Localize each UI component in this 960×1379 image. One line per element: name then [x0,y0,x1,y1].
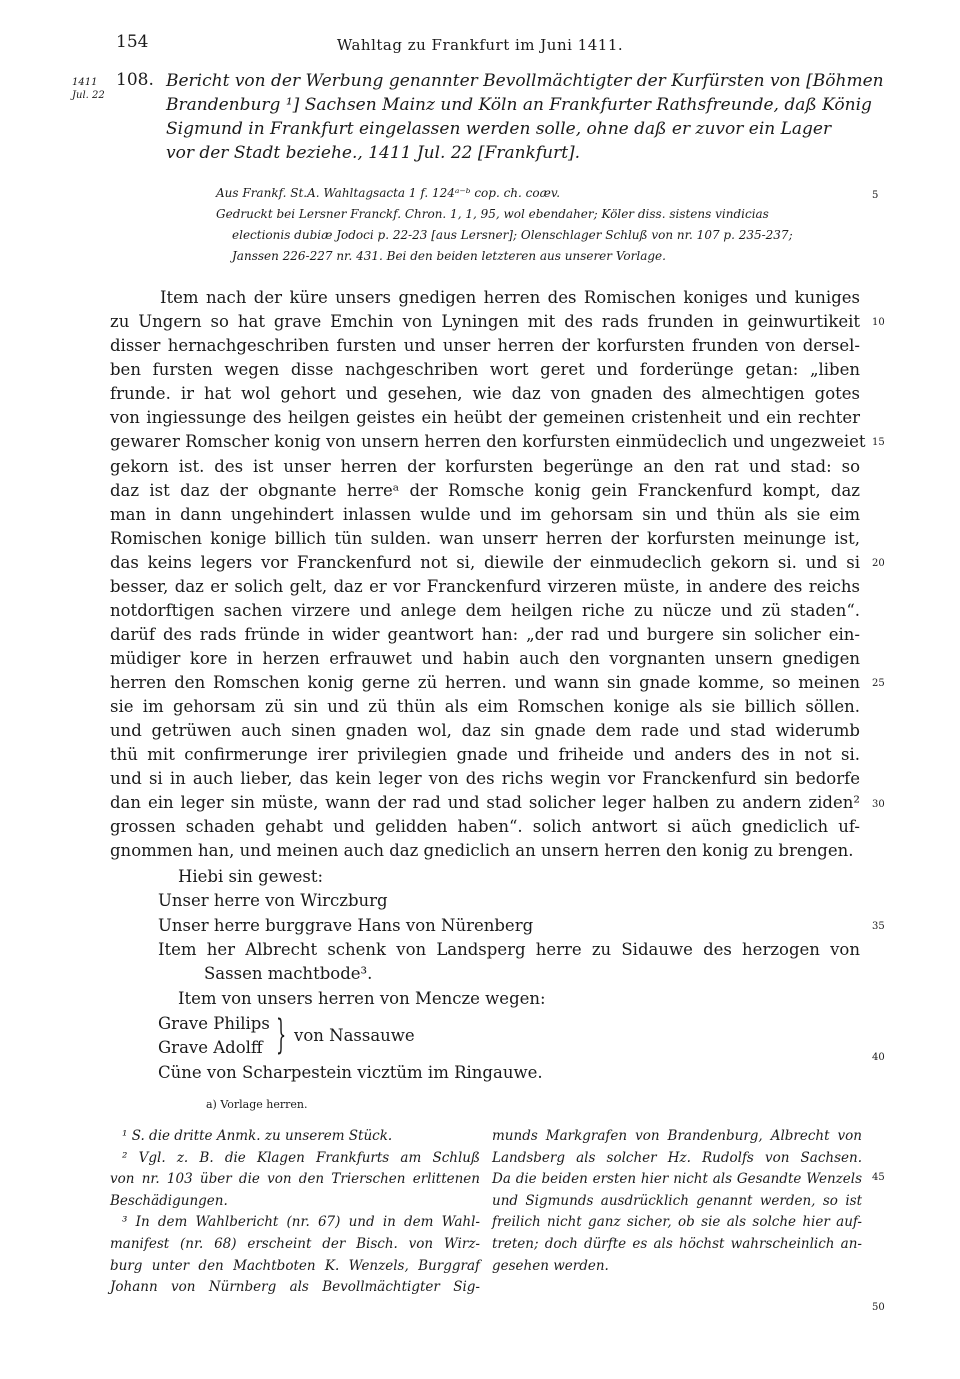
source-line: Aus Frankf. St.A. Wahltagsacta 1 f. 124ᵃ⁻ᵇ cop. ch. coæv. [216,186,561,200]
body-line: man in dann ungehindert inlassen wulde und im gehorsam sin und thün als sie eim [110,505,860,524]
attendee-entry: Unser herre burggrave Hans von Nürenberg [158,916,534,935]
attendee-entry: Unser herre von Wirczburg [158,891,388,910]
heading-line: Bericht von der Werbung genannter Bevollmächtigter der Kurfürsten von [Böhmen [166,71,884,91]
body-line: notdorftigen sachen virzere und anlege dem heilgen riche zu nücze und zü staden“. [110,601,860,620]
margin-date-day: Jul. 22 [72,90,105,101]
body-line: und si in auch lieber, das kein leger von des richs wegin vor Franckenfurd sin bedorfe [110,769,860,788]
line-number: 25 [872,678,885,689]
body-line: disser hernachgeschriben fursten und unser herren der korfursten frunden von dersel- [110,336,860,355]
mainz-intro: Item von unsers herren von Mencze wegen: [178,989,546,1008]
body-line: herren den Romschen konig gerne zü herren. und wann sin gnade komme, so meinen [110,673,860,692]
line-number: 40 [872,1052,885,1063]
body-line: Romischen konige billich tün sulden. wan unserr herren der korfursten meinunge ist, [110,529,860,548]
footnote-line: munds Markgrafen von Brandenburg, Albrecht von [492,1128,862,1144]
body-line: gnommen han, und meinen auch daz gnediclich an unsern herren den konig zu brengen. [110,841,854,860]
body-line: von ingiessunge des heilgen geistes ein heübt der gemeinen cristenheit und ein rechter [110,408,860,427]
footnote-line: und Sigmunds ausdrücklich genannt werden, so ist [492,1192,862,1209]
source-line: Gedruckt bei Lersner Franckf. Chron. 1, 1, 95, wol ebendaher; Köler diss. sistens vindicias [216,207,769,221]
margin-date-year: 1411 [72,77,98,88]
line-number: 45 [872,1172,885,1183]
attendee-entry: Cüne von Scharpestein vicztüm im Ringauwe. [158,1063,543,1082]
body-line: darüf des rads fründe in wider geantwort han: „der rad und burgere sin solicher ein- [110,625,860,644]
body-line: sie im gehorsam zü sin und zü thün als eim Romschen konige als sie billich söllen. [110,697,860,716]
margin-date [72,76,105,102]
footnote-line: Landsberg als solcher Hz. Rudolfs von Sachsen. [492,1149,862,1166]
footnote-line: ² Vgl. z. B. die Klagen Frankfurts am Schluß [122,1149,480,1166]
footnote-line: treten; doch dürfte es als höchst wahrscheinlich an- [492,1235,862,1252]
body-line: dan ein leger sin müste, wann der rad und stad solicher leger halben zu andern ziden² [110,793,860,812]
footnote-line: gesehen werden. [492,1257,609,1274]
footnote-line: freilich nicht ganz sicher, ob sie als solche hier auf- [492,1214,862,1231]
body-line: thü mit confirmerunge irer privilegien gnade und friheide und anders des in not si. [110,745,860,764]
line-number: 30 [872,799,885,810]
count-entry: Grave Philips [158,1014,270,1033]
footnote-line: manifest (nr. 68) erscheint der Bisch. von Wirz- [110,1235,480,1252]
textual-note: a) Vorlage herren. [206,1098,308,1111]
body-line: gekorn ist. des ist unser herren der korfursten begerünge an den rat und stad: so [110,457,860,476]
line-number: 20 [872,558,885,569]
body-line: und getrüwen auch sinen gnaden wol, daz sin gnade dem rade und stad widerumb [110,721,860,740]
page-number: 154 [116,32,149,52]
footnote-line: Johann von Nürnberg als Bevollmächtigter Sig- [110,1279,480,1296]
footnotes-left [110,1126,480,1299]
body-line: frunde. ir hat wol gehort und gesehen, wie daz von gnaden des almechtigen gotes [110,384,860,403]
body-line: grossen schaden gehabt und gelidden haben“. solich antwort si aüch gnediclich uf- [110,817,860,836]
body-line: müdiger kore in herzen erfrauwet und habin auch den vorgnanten unsern gnedigen [110,649,860,668]
attendees-intro: Hiebi sin gewest: [178,867,324,886]
attendee-entry: Item her Albrecht schenk von Landsperg herre zu Sidauwe des herzogen von [158,940,860,959]
heading-line: vor der Stadt beziehe., 1411 Jul. 22 [Frankfurt]. [166,143,581,163]
count-entry: Grave Adolff [158,1038,263,1057]
line-number: 50 [872,1302,885,1313]
line-number: 35 [872,921,885,932]
line-number: 10 [872,317,885,328]
body-line: daz ist daz der obgnante herreᵃ der Romsche konig gein Franckenfurd kompt, daz [110,481,860,500]
body-line: zu Ungern so hat grave Emchin von Lyningen mit des rads frunden in geinwurtikeit [110,312,860,331]
body-line: gewarer Romscher konig von unsern herren den korfursten einmüdeclich und ungezweiet [110,432,866,451]
footnote-line: ³ In dem Wahlbericht (nr. 67) und in dem Wahl- [122,1214,480,1231]
body-line: besser, daz er solich gelt, daz er vor Franckenfurd virzeren müste, in andere des reichs [110,577,860,596]
line-number: 15 [872,437,885,448]
line-number: 5 [872,190,879,201]
source-line: electionis dubiæ Jodoci p. 22-23 [aus Lersner]; Olenschlager Schluß von nr. 107 p. 235-237; [232,228,793,242]
heading-line: Brandenburg ¹] Sachsen Mainz und Köln an Frankfurter Rathsfreunde, daß König [166,95,872,115]
footnote-line: ¹ S. die dritte Anmk. zu unserem Stück. [122,1128,393,1144]
body-line: ben fursten wegen disse nachgeschriben wort geret und forderünge getan: „liben [110,360,860,379]
heading-line: Sigmund in Frankfurt eingelassen werden solle, ohne daß er zuvor ein Lager [166,119,832,139]
running-title: Wahltag zu Frankfurt im Juni 1411. [336,36,624,54]
document-number: 108. [116,70,154,90]
body-line: das keins legers vor Franckenfurd not si, diewile der einmudeclich gekorn si. und si [110,553,860,572]
footnote-line: Da die beiden ersten hier nicht als Gesandte Wenzels [492,1171,862,1188]
brace-symbol: } [276,1012,287,1058]
footnote-line: burg unter den Machtboten K. Wenzels, Burggraf [110,1257,480,1274]
footnotes-right [492,1126,862,1277]
counts-place: von Nassauwe [294,1026,415,1045]
attendee-entry: Sassen machtbode³. [204,964,373,983]
body-line: Item nach der küre unsers gnedigen herren des Romischen koniges und kuniges [160,288,860,307]
footnote-line: Beschädigungen. [110,1192,228,1209]
source-line: Janssen 226-227 nr. 431. Bei den beiden letzteren aus unserer Vorlage. [232,249,666,263]
footnote-line: von nr. 103 über die von den Trierschen erlittenen [110,1171,480,1188]
